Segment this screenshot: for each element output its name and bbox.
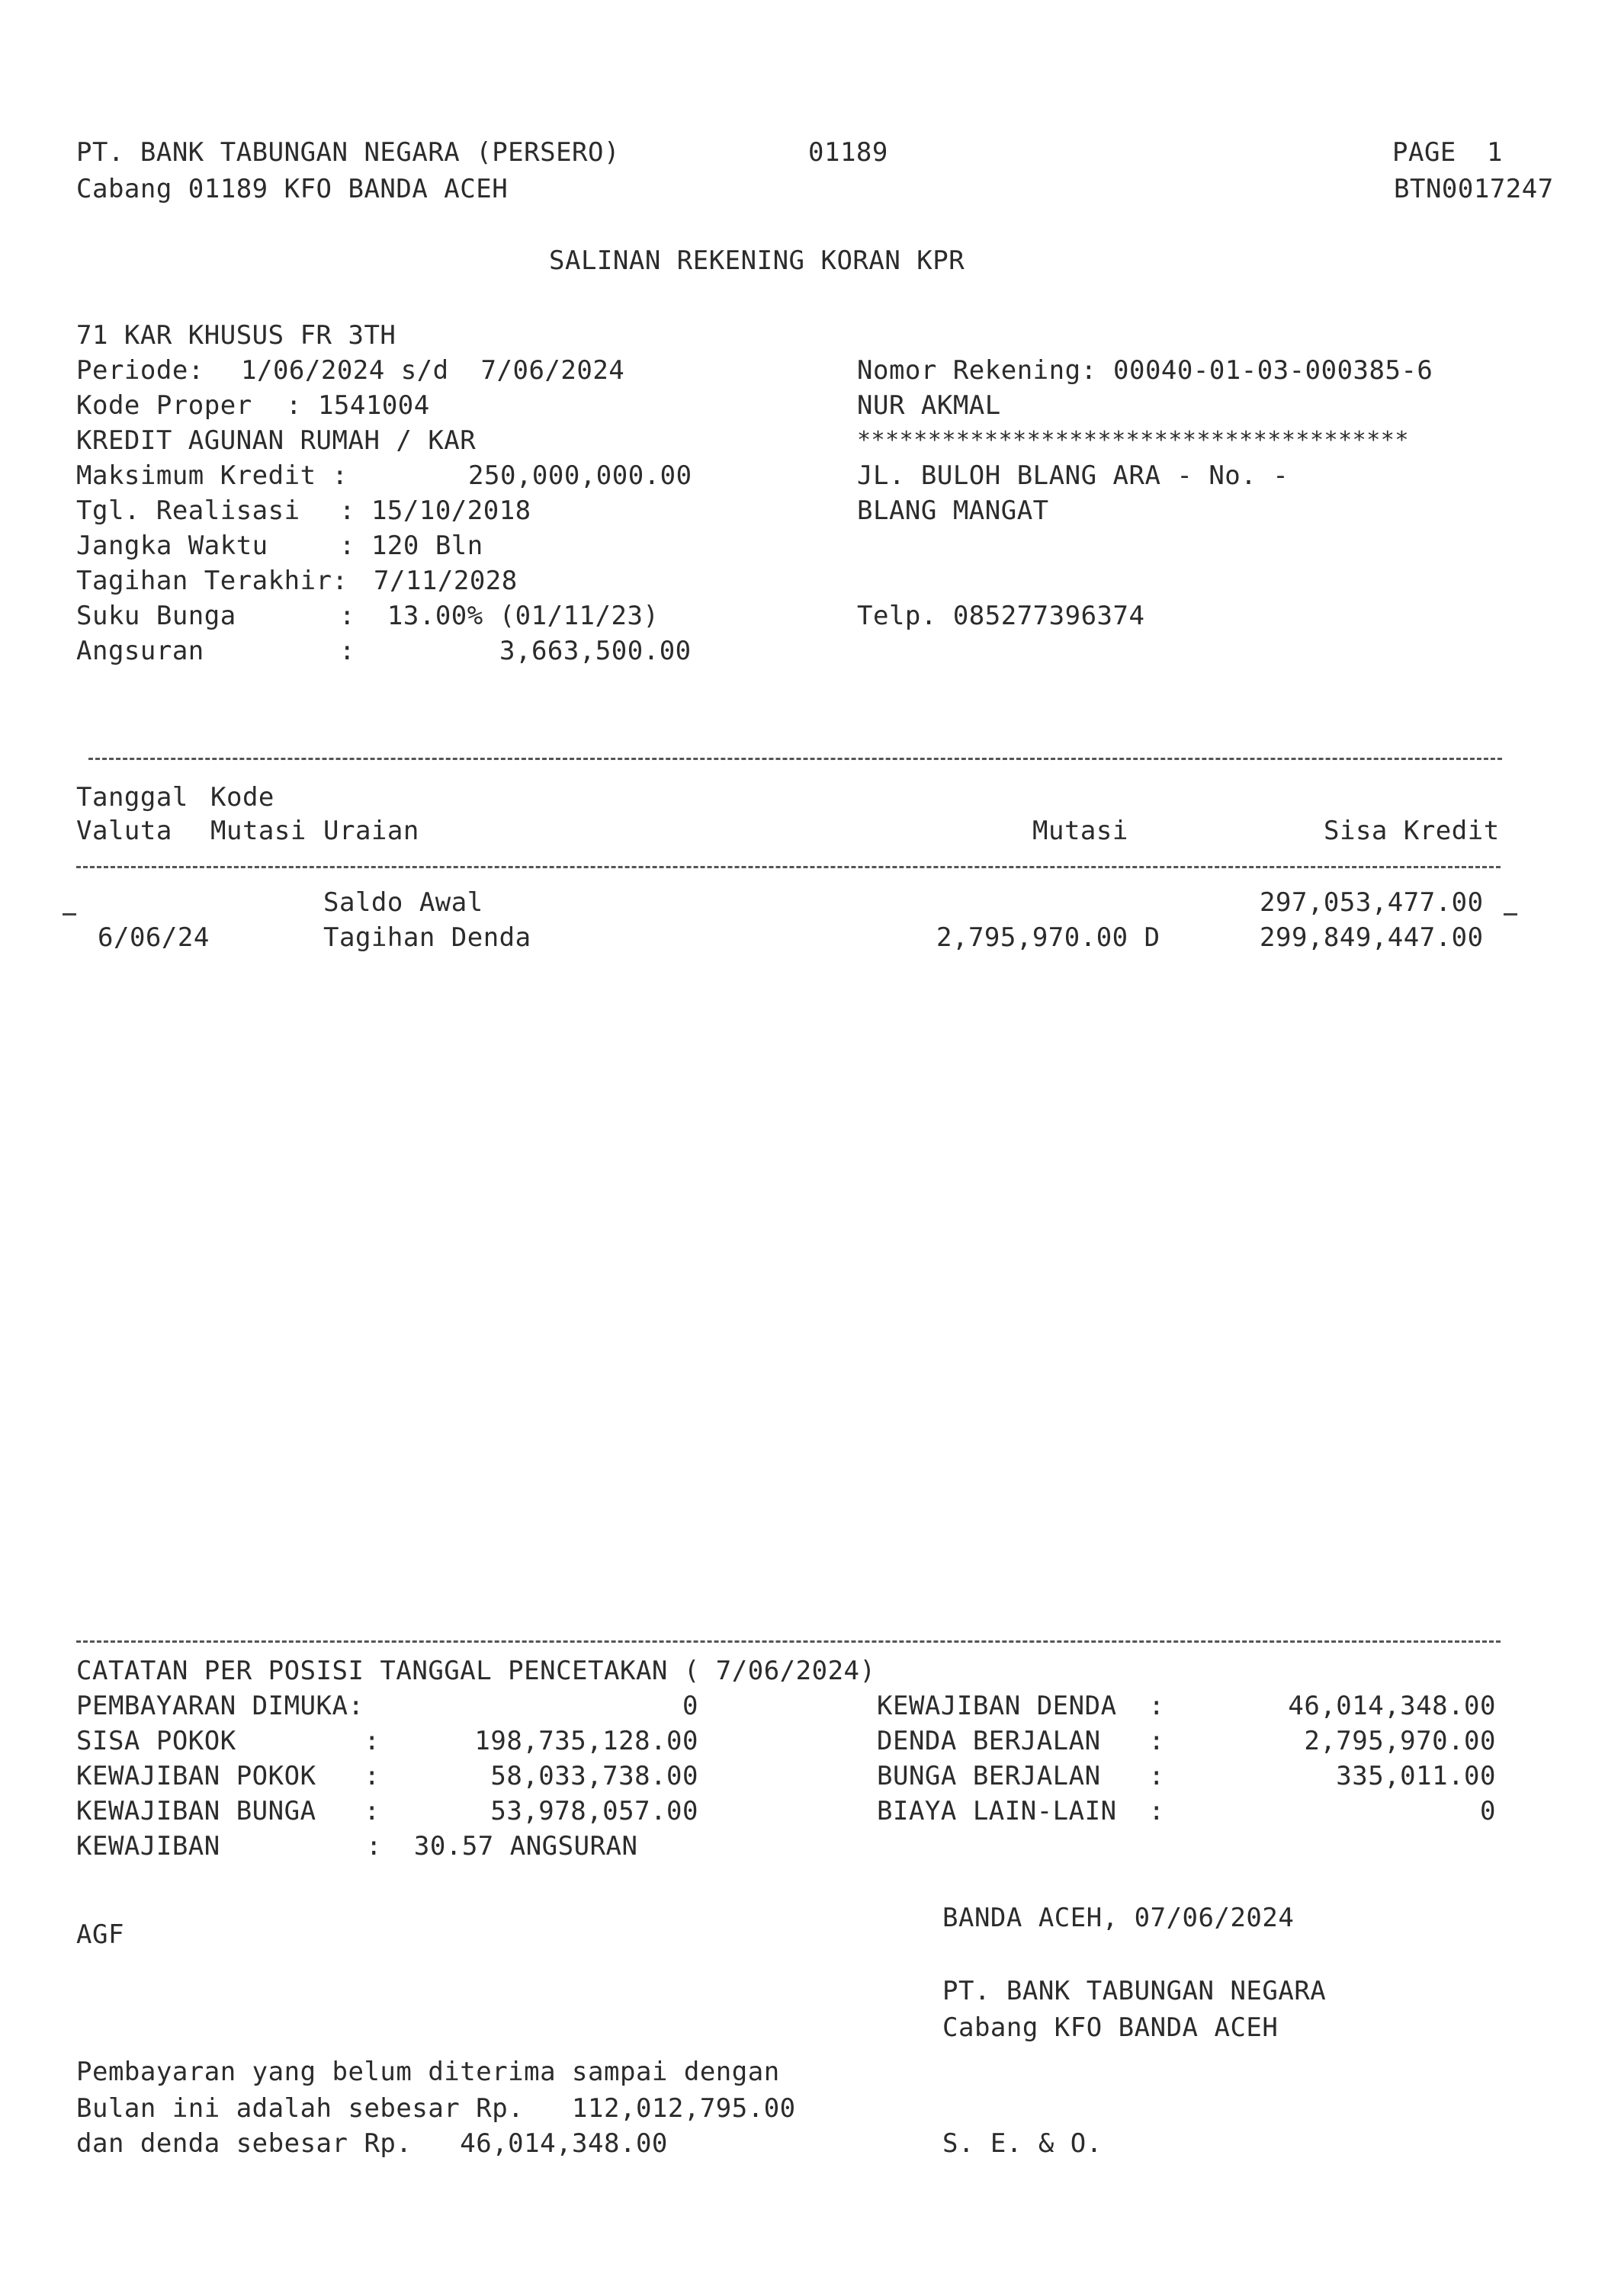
note-line-2: Bulan ini adalah sebesar Rp. 112,012,795.00 bbox=[76, 2093, 796, 2124]
suku-bunga-label: Suku Bunga bbox=[76, 601, 236, 631]
angsuran-value: 3,663,500.00 bbox=[499, 636, 692, 666]
doc-code: BTN0017247 bbox=[1394, 174, 1554, 204]
kewajiban-bunga-label: KEWAJIBAN BUNGA : bbox=[76, 1796, 380, 1826]
divider-catatan bbox=[76, 1640, 1501, 1643]
nomor-rekening-label: Nomor Rekening: bbox=[857, 355, 1097, 386]
kewajiban-label: KEWAJIBAN bbox=[76, 1831, 220, 1861]
masked-stars: *************************************** bbox=[857, 427, 1409, 454]
kewajiban-pokok-label: KEWAJIBAN POKOK : bbox=[76, 1761, 380, 1791]
jangka-waktu-label: Jangka Waktu bbox=[76, 531, 268, 561]
kode-proper-value: : 1541004 bbox=[286, 390, 430, 421]
page-label: PAGE bbox=[1392, 137, 1456, 168]
kewajiban-denda-label: KEWAJIBAN DENDA : bbox=[877, 1691, 1165, 1721]
note-line-1: Pembayaran yang belum diterima sampai dengan bbox=[76, 2057, 780, 2087]
periode-value: 1/06/2024 s/d 7/06/2024 bbox=[241, 355, 625, 386]
margin-tick bbox=[1504, 913, 1517, 916]
footer-branch: Cabang KFO BANDA ACEH bbox=[942, 2012, 1279, 2043]
bunga-berjalan-label: BUNGA BERJALAN : bbox=[877, 1761, 1165, 1791]
branch-code: 01189 bbox=[808, 137, 888, 168]
bank-name: PT. BANK TABUNGAN NEGARA (PERSERO) bbox=[76, 137, 620, 168]
tagihan-terakhir-value: 7/11/2028 bbox=[374, 566, 518, 596]
seo-note: S. E. & O. bbox=[942, 2128, 1103, 2159]
place-date: BANDA ACEH, 07/06/2024 bbox=[942, 1903, 1295, 1933]
pembayaran-dimuka-label: PEMBAYARAN DIMUKA: bbox=[76, 1691, 364, 1721]
row-tanggal: 6/06/24 bbox=[98, 922, 210, 953]
col-uraian: Uraian bbox=[323, 816, 419, 846]
angsuran-label: Angsuran bbox=[76, 636, 204, 666]
divider-header bbox=[76, 866, 1501, 868]
col-kode: Kode bbox=[210, 782, 274, 813]
col-sisa-kredit: Sisa Kredit bbox=[1324, 816, 1500, 846]
phone: Telp. 085277396374 bbox=[857, 601, 1145, 631]
bunga-berjalan-value: 335,011.00 bbox=[1336, 1761, 1496, 1791]
row-mutasi: 2,795,970.00 D bbox=[936, 922, 1160, 953]
tgl-realisasi-label: Tgl. Realisasi bbox=[76, 495, 300, 526]
sisa-pokok-value: 198,735,128.00 bbox=[474, 1726, 698, 1756]
kode-proper-label: Kode Proper bbox=[76, 390, 252, 421]
kewajiban-bunga-value: 53,978,057.00 bbox=[490, 1796, 698, 1826]
row-uraian: Tagihan Denda bbox=[323, 922, 531, 953]
denda-berjalan-label: DENDA BERJALAN : bbox=[877, 1726, 1165, 1756]
tagihan-terakhir-label: Tagihan Terakhir: bbox=[76, 566, 348, 596]
angsuran-colon: : bbox=[339, 636, 355, 666]
suku-bunga-value: : 13.00% (01/11/23) bbox=[339, 601, 660, 631]
maks-kredit-label: Maksimum Kredit : bbox=[76, 460, 348, 491]
denda-berjalan-value: 2,795,970.00 bbox=[1304, 1726, 1496, 1756]
row-sisa: 299,849,447.00 bbox=[1260, 922, 1484, 953]
col-mutasi: Mutasi bbox=[1032, 816, 1128, 846]
catatan-heading: CATATAN PER POSISI TANGGAL PENCETAKAN ( 7/06/2024) bbox=[76, 1656, 876, 1686]
branch-name: Cabang 01189 KFO BANDA ACEH bbox=[76, 174, 509, 204]
row-sisa: 297,053,477.00 bbox=[1260, 887, 1484, 918]
kewajiban-value: : 30.57 ANGSURAN bbox=[366, 1831, 638, 1861]
note-line-3: dan denda sebesar Rp. 46,014,348.00 bbox=[76, 2128, 668, 2159]
product-name: 71 KAR KHUSUS FR 3TH bbox=[76, 320, 396, 351]
col-tanggal: Tanggal bbox=[76, 782, 188, 813]
biaya-lain-value: 0 bbox=[1480, 1796, 1496, 1826]
periode-label: Periode: bbox=[76, 355, 204, 386]
page-number: 1 bbox=[1487, 137, 1503, 168]
address-line-1: JL. BULOH BLANG ARA - No. - bbox=[857, 460, 1289, 491]
col-mutasi-kode: Mutasi bbox=[210, 816, 307, 846]
address-line-2: BLANG MANGAT bbox=[857, 495, 1049, 526]
jangka-waktu-value: : 120 Bln bbox=[339, 531, 483, 561]
row-uraian: Saldo Awal bbox=[323, 887, 483, 918]
document-title: SALINAN REKENING KORAN KPR bbox=[549, 245, 965, 276]
sisa-pokok-label: SISA POKOK : bbox=[76, 1726, 380, 1756]
kewajiban-denda-value: 46,014,348.00 bbox=[1288, 1691, 1496, 1721]
officer-initials: AGF bbox=[76, 1919, 124, 1950]
tgl-realisasi-value: : 15/10/2018 bbox=[339, 495, 531, 526]
maks-kredit-value: 250,000,000.00 bbox=[468, 460, 692, 491]
margin-tick bbox=[63, 913, 76, 916]
footer-bank-name: PT. BANK TABUNGAN NEGARA bbox=[942, 1976, 1327, 2006]
kredit-type: KREDIT AGUNAN RUMAH / KAR bbox=[76, 425, 477, 456]
nomor-rekening-value: 00040-01-03-000385-6 bbox=[1113, 355, 1433, 386]
col-valuta: Valuta bbox=[76, 816, 172, 846]
divider-top bbox=[88, 758, 1502, 760]
kewajiban-pokok-value: 58,033,738.00 bbox=[490, 1761, 698, 1791]
pembayaran-dimuka-value: 0 bbox=[682, 1691, 698, 1721]
customer-name: NUR AKMAL bbox=[857, 390, 1001, 421]
biaya-lain-label: BIAYA LAIN-LAIN : bbox=[877, 1796, 1165, 1826]
